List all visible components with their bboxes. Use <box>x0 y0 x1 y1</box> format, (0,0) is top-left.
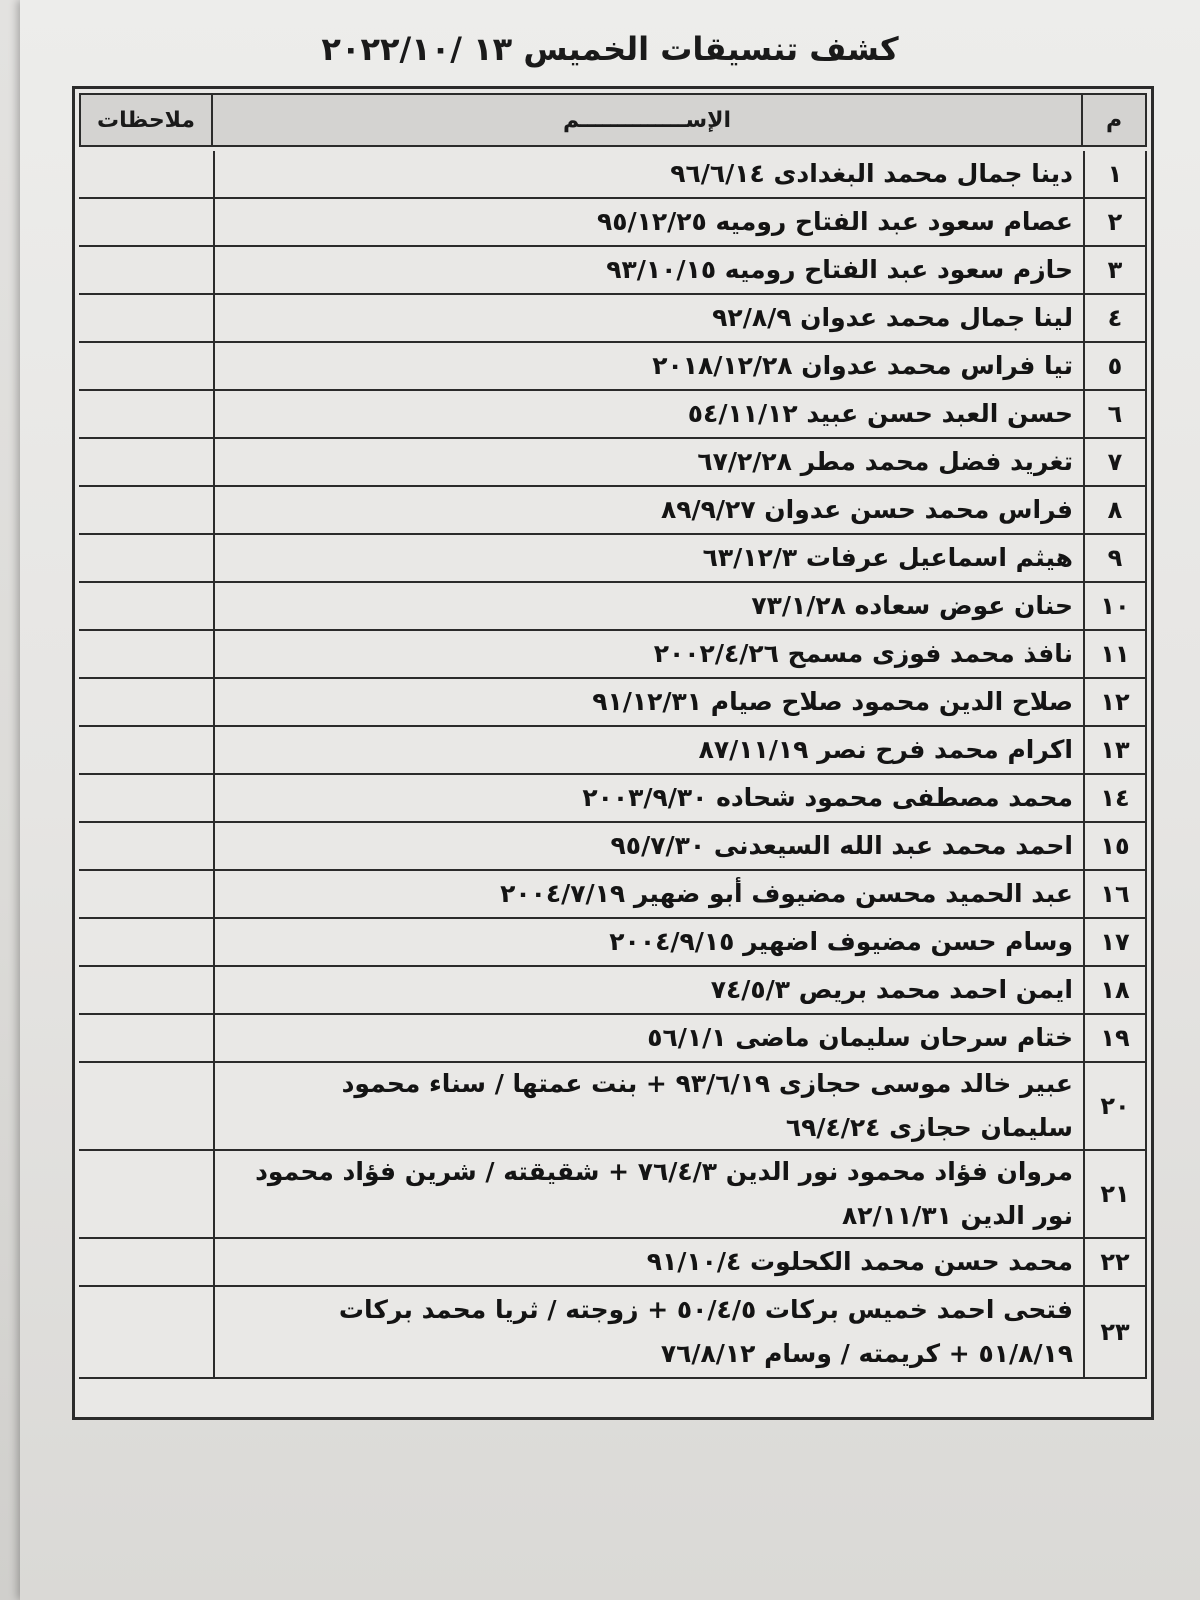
table-row <box>79 871 1147 919</box>
row-number: ١٦ <box>1083 871 1147 917</box>
row-number: ٧ <box>1083 439 1147 485</box>
row-name: محمد مصطفى محمود شحاده ٢٠٠٣/٩/٣٠ <box>213 775 1083 821</box>
row-notes <box>79 487 213 533</box>
row-notes <box>79 727 213 773</box>
row-number: ٢٢ <box>1083 1239 1147 1285</box>
document-page <box>20 0 1200 1600</box>
header-number: م <box>1081 95 1145 145</box>
row-notes <box>79 583 213 629</box>
row-number: ٤ <box>1083 295 1147 341</box>
row-number: ٢ <box>1083 199 1147 245</box>
row-number: ١٣ <box>1083 727 1147 773</box>
row-number: ٢٣ <box>1083 1287 1147 1377</box>
table-row <box>79 727 1147 775</box>
table-row <box>79 823 1147 871</box>
table-row <box>79 151 1147 199</box>
table-row <box>79 967 1147 1015</box>
row-number: ١٢ <box>1083 679 1147 725</box>
row-notes <box>79 391 213 437</box>
row-name: حنان عوض سعاده ٧٣/١/٢٨ <box>213 583 1083 629</box>
row-name: مروان فؤاد محمود نور الدين ٧٦/٤/٣ + شقيقته / شرين فؤاد محمود نور الدين ٨٢/١١/٣١ <box>213 1151 1083 1237</box>
row-notes <box>79 823 213 869</box>
table-row <box>79 1015 1147 1063</box>
row-notes <box>79 295 213 341</box>
row-number: ٢١ <box>1083 1151 1147 1237</box>
table-row <box>79 199 1147 247</box>
table-row <box>79 535 1147 583</box>
row-notes <box>79 439 213 485</box>
row-name: حسن العبد حسن عبيد ٥٤/١١/١٢ <box>213 391 1083 437</box>
row-name: عبير خالد موسى حجازى ٩٣/٦/١٩ + بنت عمتها / سناء محمود سليمان حجازى ٦٩/٤/٢٤ <box>213 1063 1083 1149</box>
row-number: ١١ <box>1083 631 1147 677</box>
names-table <box>72 86 1154 1420</box>
row-notes <box>79 1151 213 1237</box>
row-name: تيا فراس محمد عدوان ٢٠١٨/١٢/٢٨ <box>213 343 1083 389</box>
row-notes <box>79 199 213 245</box>
table-row <box>79 1151 1147 1239</box>
row-name: عصام سعود عبد الفتاح روميه ٩٥/١٢/٢٥ <box>213 199 1083 245</box>
table-row <box>79 583 1147 631</box>
row-name: لينا جمال محمد عدوان ٩٢/٨/٩ <box>213 295 1083 341</box>
row-name: هيثم اسماعيل عرفات ٦٣/١٢/٣ <box>213 535 1083 581</box>
row-name: عبد الحميد محسن مضيوف أبو ضهير ٢٠٠٤/٧/١٩ <box>213 871 1083 917</box>
row-name: محمد حسن محمد الكحلوت ٩١/١٠/٤ <box>213 1239 1083 1285</box>
row-name: احمد محمد عبد الله السيعدنى ٩٥/٧/٣٠ <box>213 823 1083 869</box>
row-notes <box>79 1063 213 1149</box>
row-number: ١ <box>1083 151 1147 197</box>
header-notes: ملاحظات <box>97 107 195 133</box>
table-row <box>79 295 1147 343</box>
row-notes <box>79 1287 213 1377</box>
table-row <box>79 487 1147 535</box>
row-notes <box>79 679 213 725</box>
row-name: صلاح الدين محمود صلاح صيام ٩١/١٢/٣١ <box>213 679 1083 725</box>
row-notes <box>79 535 213 581</box>
row-notes <box>79 343 213 389</box>
row-name: اكرام محمد فرح نصر ٨٧/١١/١٩ <box>213 727 1083 773</box>
row-name: ختام سرحان سليمان ماضى ٥٦/١/١ <box>213 1015 1083 1061</box>
table-row <box>79 631 1147 679</box>
row-name: دينا جمال محمد البغدادى ٩٦/٦/١٤ <box>213 151 1083 197</box>
row-name: نافذ محمد فوزى مسمح ٢٠٠٢/٤/٢٦ <box>213 631 1083 677</box>
row-number: ٥ <box>1083 343 1147 389</box>
row-notes <box>79 919 213 965</box>
table-row <box>79 343 1147 391</box>
row-notes <box>79 151 213 197</box>
table-row <box>79 1287 1147 1379</box>
row-notes <box>79 247 213 293</box>
row-notes <box>79 1239 213 1285</box>
row-name: وسام حسن مضيوف اضهير ٢٠٠٤/٩/١٥ <box>213 919 1083 965</box>
row-number: ٢٠ <box>1083 1063 1147 1149</box>
row-number: ٩ <box>1083 535 1147 581</box>
row-notes <box>79 1015 213 1061</box>
row-number: ١٩ <box>1083 1015 1147 1061</box>
row-number: ١٤ <box>1083 775 1147 821</box>
row-name: ايمن احمد محمد بريص ٧٤/٥/٣ <box>213 967 1083 1013</box>
header-name: الإســــــــــــــم <box>211 95 1081 145</box>
document-title: كشف تنسيقات الخميس ١٣ /٢٠٢٢/١٠ <box>321 30 899 68</box>
row-notes <box>79 631 213 677</box>
table-row <box>79 775 1147 823</box>
table-row <box>79 439 1147 487</box>
row-number: ١٥ <box>1083 823 1147 869</box>
table-header <box>79 93 1147 147</box>
row-notes <box>79 871 213 917</box>
row-name: حازم سعود عبد الفتاح روميه ٩٣/١٠/١٥ <box>213 247 1083 293</box>
row-notes <box>79 775 213 821</box>
row-name: فراس محمد حسن عدوان ٨٩/٩/٢٧ <box>213 487 1083 533</box>
table-row <box>79 1239 1147 1287</box>
table-row <box>79 679 1147 727</box>
table-row <box>79 919 1147 967</box>
table-row <box>79 247 1147 295</box>
row-number: ٨ <box>1083 487 1147 533</box>
row-number: ١٧ <box>1083 919 1147 965</box>
row-number: ٣ <box>1083 247 1147 293</box>
table-row <box>79 1063 1147 1151</box>
row-number: ١٨ <box>1083 967 1147 1013</box>
row-name: تغريد فضل محمد مطر ٦٧/٢/٢٨ <box>213 439 1083 485</box>
row-number: ٦ <box>1083 391 1147 437</box>
table-row <box>79 391 1147 439</box>
row-number: ١٠ <box>1083 583 1147 629</box>
table-body <box>79 151 1147 1379</box>
row-name: فتحى احمد خميس بركات ٥٠/٤/٥ + زوجته / ثريا محمد بركات ٥١/٨/١٩ + كريمته / وسام ٧٦/٨/١٢ <box>213 1287 1083 1377</box>
row-notes <box>79 967 213 1013</box>
